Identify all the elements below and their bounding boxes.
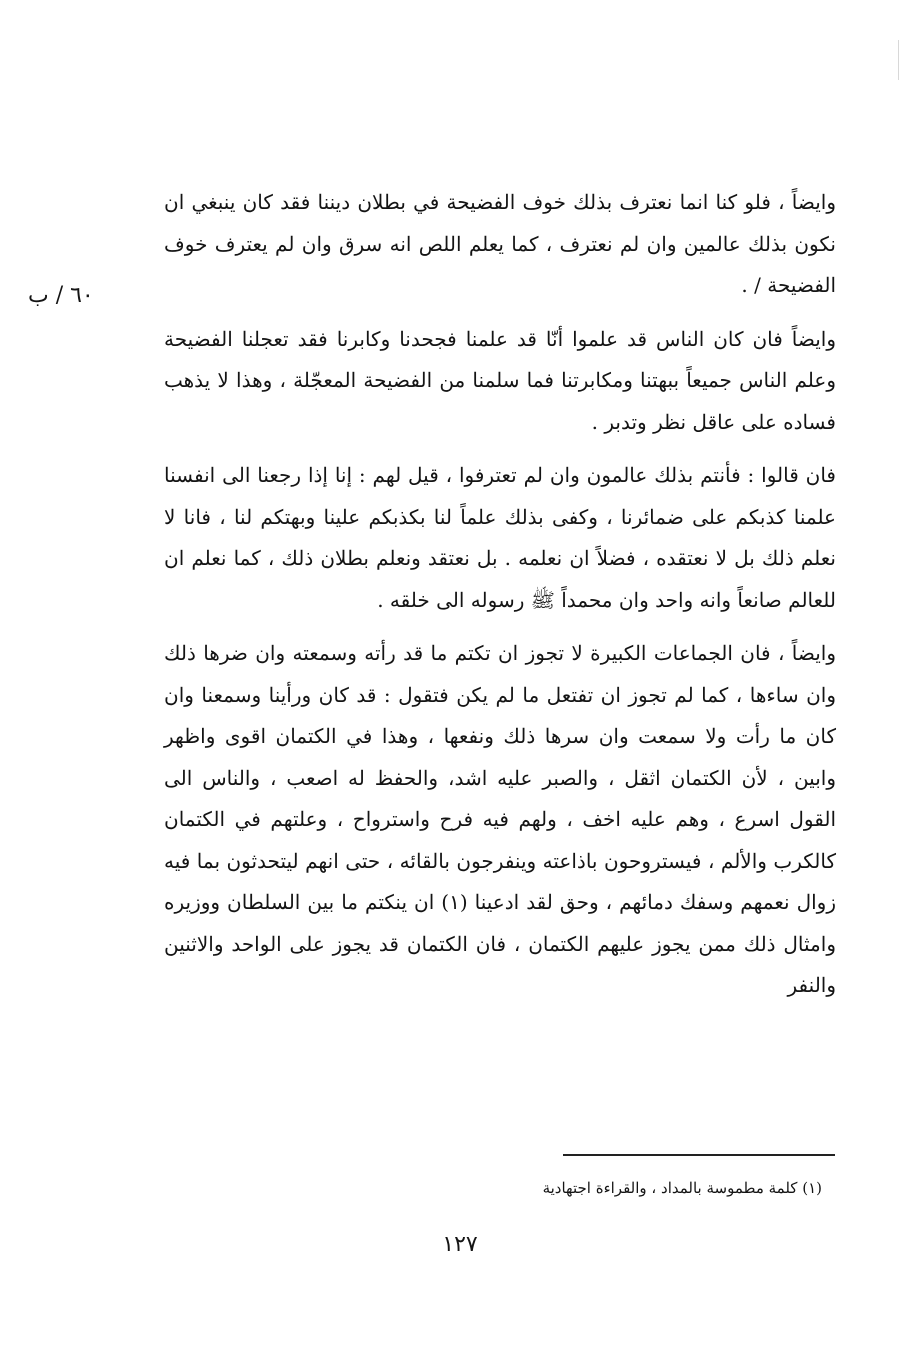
scan-edge-mark (898, 40, 899, 80)
page-number: ١٢٧ (442, 1232, 478, 1257)
paragraph-4: وايضاً ، فان الجماعات الكبيرة لا تجوز ان تكتم ما قد رأته وسمعته وان ضرها ذلك وان ساءها ، كما لم تجوز ان تفتعل ما لم يكن فتقول : قد كان ورأينا وسمعنا وان كان ما رأت ولا سمعت وان سرها ذلك ونفعها ، وهذا في الكتمان اقوى واظهر وابين ، لأن الكتمان اثقل ، والصبر عليه اشد، والحفظ له اصعب ، والناس الى القول اسرع ، وهم عليه اخف ، ولهم فيه فرح واسترواح ، وعلتهم في الكتمان كالكرب والألم ، فيستروحون باذاعته وينفرجون بالقائه ، حتى انهم ليتحدثون بما فيه زوال نعمهم وسفك دمائهم ، وحق لقد ادعينا (١) ان ينكتم ما بين السلطان ووزيره وامثال ذلك ممن يجوز عليهم الكتمان ، فان الكتمان قد يجوز على الواحد والاثنين والنفر (164, 641, 836, 997)
paragraph-1: وايضاً ، فلو كنا انما نعترف بذلك خوف الفضيحة في بطلان ديننا فقد كان ينبغي ان نكون بذلك عالمين وان لم نعترف ، كما يعلم اللص انه سرق وان لم يعترف خوف الفضيحة / . (164, 190, 837, 297)
body-text (164, 182, 836, 1007)
paragraph-2: وايضاً فان كان الناس قد علموا أنّا قد علمنا فجحدنا وكابرنا فقد تعجلنا الفضيحة وعلم الناس جميعاً ببهتنا ومكابرتنا فما سلمنا من الفضيحة المعجّلة ، وهذا لا يذهب فساده على عاقل نظر وتدبر . (164, 326, 836, 434)
paragraph-3: فان قالوا : فأنتم بذلك عالمون وان لم تعترفوا ، قيل لهم : إنا إذا رجعنا الى انفسنا علمنا كذبكم على ضمائرنا ، وكفى بذلك علماً لنا بكذبكم علينا وبهتكم لنا ، فانا لا نعلم ذلك بل لا نعتقده ، فضلاً ان نعلمه . بل نعتقد ونعلم بطلان ذلك ، كما نعلم ان للعالم صانعاً وانه واحد وان محمداً ﷺ رسوله الى خلقه . (164, 463, 836, 612)
margin-folio-note: ٦٠ / ب (28, 283, 94, 308)
footnote: (١) كلمة مطموسة بالمداد ، والقراءة اجتهادية (542, 1179, 822, 1197)
footnote-divider (563, 1154, 835, 1156)
